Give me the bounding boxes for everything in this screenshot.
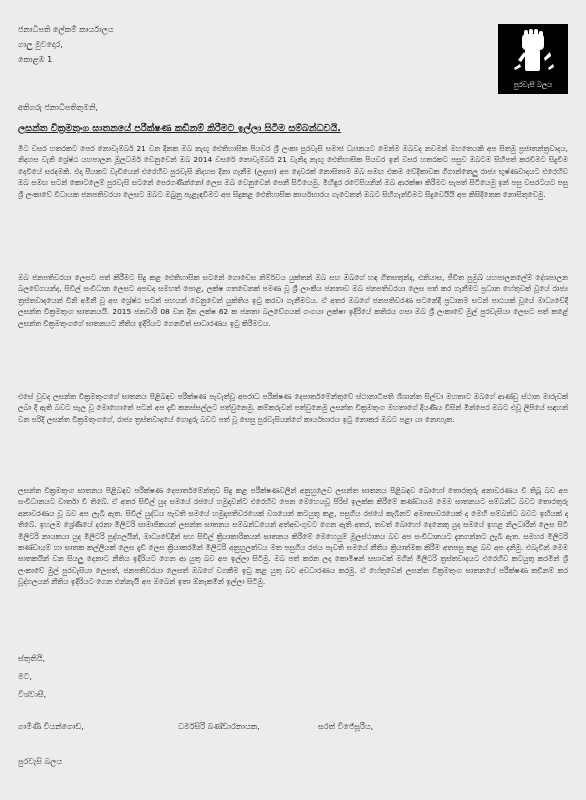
signatory-name: ධර්මසිරි බණ්ඩාරනායක, <box>178 722 260 731</box>
address-line: ජනාධිපති ලේකම් කාර්යාලය <box>18 25 114 34</box>
letter-paragraph: එසේ වුවද ලසන්ත වික්‍රමතුංගගේ ඝාතනය පිළිබඳව පරීක්ෂණ පැවැත්වූ අපරාධ පරීක්ෂණ දෙපාර්තමේන්තුවේ ස්ථානාධිපති ශිශාන්ත සිල්වා මහතාට ඔබගේ ආණ්ඩු ස්ථාන මාරුවක් ලබා දී ඇති බවට සැල වූ මොහොතේ පටන් අප දැඩි කනස්සල්ලට පත්වුනෙමු. කම්කරුවන් පත්වුනෙමු ලසන්ත වික්‍රමතුංග මහතාගේ දියණිය විසින් මින්පෙර ඔබට එවූ ලිපියේ සඳහන් වන පරිදි ලසන්ත වික්‍රමතුංගගේ, රාජ්‍ය ත්‍රස්තවාදයේ ගොදුරු බවට පත් වූ සෙසු පුරවැසියන්ගේ කාර්යභාරය ඉටු නොකර ඔබට පළා යා නොහැක. <box>18 392 568 424</box>
closing-block <box>18 650 46 704</box>
letter-subject: ලසන්ත වික්‍රමතුංග ඝාතනයේ පරීක්ෂණ කඩිනම් කිරීමට ඉල්ලා සිටීම සම්බන්ධවයි. <box>18 123 341 134</box>
letter-paragraph: ලසන්ත වික්‍රමතුංග ඝාතනය පිළිබඳව පරීක්ෂණ දෙපාර්තමේන්තුව සිදු කළ පරීක්ෂණවලින් අනුහුලෙව ලසන්ත ඝාතනය පිළිබඳව බොහෝ තොරතුරු අනාවරණය වී තිබූ බව අප සංවිධානයට වාර්තා වී තිබේ. ඒ අතර සිවිල් යුද සමයේ රජයේ හමුදාවන්ට එරෙහිව පෙන මෙහෙයවූ පිරිස් ඉලක්ක කිරීමේ කණ්ඩායම මෙම ඝාතනයට සම්බන්ධ බවට තොරතුරු අනාවරණය වූ බව අප ලැබී ඇත. සිවිල් යුද්ධය පැවති සමයේ හමුදාපතිවරයෙක් වශයෙන් කටයුතු කළ, පසුගිය රජයේ කැබිනට් අමාත්‍යවරයෙක් ද මෙහි සම්බන්ධ බවට ඉඟියක් ද තිබේ. ඉහලම ශ්‍රේණියේ දරනා මිලිටරි සාමාජිකයන් ලසන්ත ඝාතනය සම්බන්ධයෙන් අත්අඩංගුවට ගෙන ඇති අතර, තවත් බොහෝ දෙනෙකු යුද සමයේ ඉහළ නිලධාරීන් ලෙස සිටි මිලිටරි නායකයා යුද මිලිටරි පුද්ගලයින්, මාධ්‍යවේදීන් සහ සිවිල් ක්‍රියාකාරිකයන් ඝාතනය කිරීමේ මෙහෙයුම් මූලස්ථානය බව අප සංවිධානයට දැනගන්නට ලැබී ඇත. සමහර මිලිටරි කණ්ඩායම් හා ඝාතක කල්ලියක් ලෙස දැඩි ලෙස ක්‍රියාකරමින් මිලිටරි අනුහුලත්වය මත පසුගිය රජය පැවති සමයේ නීතිය ක්‍රියාත්මක කිරීම අතපසු කළ බව අප දනිමු. එබැවින් මෙම ඝාතකයින් වන සියලු දෙනාට නීතිය ඉදිරියට ගෙන ආ යුතු බව අප ඉල්ලා සිටිමු. ඔබ පත් කරන ලද කොමිෂන් සභාවක් මගින් මිලිටරි ත්‍රස්තවාදයට එරෙහිව කටයුතු කරමින් ශ්‍රී ලංකාවේ මුල් පුරවැසියා ලෙසත්, ජනපතිවරයා ලෙසත් ඔබගේ වගකීම ඉටු කළ යුතු බව අවධාරණය කරමු. ඒ හේතුවෙන් ලසන්ත වික්‍රමතුංග ඝාතනයේ පරීක්ෂණ කඩිනම් කර වූද්ගලයන් නීතිය ඉදිරියට ගෙන එන්නැයි අප ඔබෙන් ඉතා ඕනෑකමින් ඉල්ලා සිටිමු. <box>18 486 568 587</box>
organization-name: පුරවැසි බලය <box>18 757 63 766</box>
recipient-address <box>18 22 113 67</box>
closing-line: විශ්වාසී, <box>18 690 47 699</box>
closing-line: මට, <box>18 672 33 681</box>
salutation: අතිගරු ජනාධිපතිතුමනි, <box>18 103 99 112</box>
address-line: කොළඹ 1 <box>18 55 53 64</box>
letter-paragraph: මීට වසර හතරකට පෙර නොවැම්බර් 21 වන දිනක ඔබ නැඟූ ඓතිහාසික පියවර ශ්‍රී ලංකා පුරවැසි සමාජ ධ්‍යානයට මෙන්ම ඔබවද නවමන් මහතෙයකි අප සිතමු ප්‍රජාතන්ත්‍රවාදය, නිදහස වැනි ශ්‍රේෂ්ඨ යහපාලන මූලධර්ම වෙනුවෙන් ඔබ 2014 වසරේ නොවැම්බර් 21 වැනිදා නැඟූ ඓතිහාසික පියවර ඉන් වසර හතරකට පසුව ඔබටම සිහිපත් කරවීමට සිදුවීම දෙවියේ සරදමකි. එදා සීයකට වැඩියෙන් එරෙහිව පුරවැසි නිදහස දිනා ගැනීම (ලදසා) අප දෙවරක් නොසිතාම ඔබ සමඟ එකම වේදිකාවක ගිගාන්තෙලු රාජ්‍ය භූෂ්ණවාදයට එරෙහිව ඔබ සමඟ සටන් කොටලෙම් පුරවැසි සටනේ පෙරගණින්නෝ ලෙස ඔබ වෙනුවෙන් පෙනී සිටියෙමු. මිහිඳුර රටේසියනින් ඔබ ආරක්ෂා කිරීමට සැපත් සිටියෙමු ඉන් පසු වසරටයට පසු ශ්‍රී ලංකාවේ විධායක ජනපතිවරයා ලෙසට ඔබට ඔබුනු පැළැඳවීමට අප සිදුකළ ඓතිහාසික කාර්යභාරය ගැටෙනත් ඔබට සිහිගැන්වීමට සිදුවෙයියි අප කිසිදිනෙක නොසිතුවෙමු. <box>18 144 568 199</box>
raised-fist-icon <box>510 28 556 74</box>
signatory-name: ගාමිණී වියන්ගොඩ, <box>18 722 84 731</box>
address-line: ගාලු මුවදොර, <box>18 40 63 49</box>
closing-line: ස්තුතියි, <box>18 654 46 663</box>
logo-text: පුරවැසි බලය <box>513 81 553 89</box>
signatory-name: සරත් විජේසූරිය, <box>318 722 374 731</box>
purawesi-balaya-logo <box>498 24 568 94</box>
letter-paragraph: ඔබ ජනපතිවරයා ලෙසට පත් කිරීමට සිදු කළ ඓතිහාසික සටනේ ගොඩෙස නිම්ර්වය යුක්තන් ඔබ සහ ඔබගේ හඳ ගිතසතුන්ද, එනියාස, ජීවිත පුමුඛ යහපාලනලේම් දේශපාලන බලවේගයන්ද, සිවිල් සංවිධාන ලෙසට අපවද සමහත් පොළ, ලක්ෂ ගතවෙනක් පමණ වූ ශ්‍රී ලාංකීය ජනතාව ඔබ ජනපතිවරයා ලෙස පත් කර ගැනීමට ප්‍රධාන හේතුවක් වූයේ රාජ්‍ය ත්‍රස්තවාදයෙන් විනි අමිනී වූ අප ශ්‍රේෂ්ඨ සටන් සහයන් වෙනුවෙන් යුක්තිය ඉටු කරවා ගැනීමටය. ඒ අතර ඔබගේ ජනපතිවරණ සටනේදී ප්‍රධානම සටන් පාඨයක් වූයේ මාධ්‍යවේදී ලසන්ත වික්‍රමතුංග ඝාතනයයි. 2015 ජනවාරි 08 වන දින ලක්ෂ 62 ක ජනතා බලවේගයක් ගංගයා ලක්ෂා ඉදිරියේ කතිරය ගසා ඔබ ශ්‍රී ලංකාවේ මුල් පුරවැසියා ලෙසට පත් කළේ ලසන්ත වික්‍රමතුංගගේ ඝාතනයට නීතිය ඉදිරියට ගෙනවිත් සාධාරණය ඉටු කිරීමටය. <box>18 273 568 328</box>
